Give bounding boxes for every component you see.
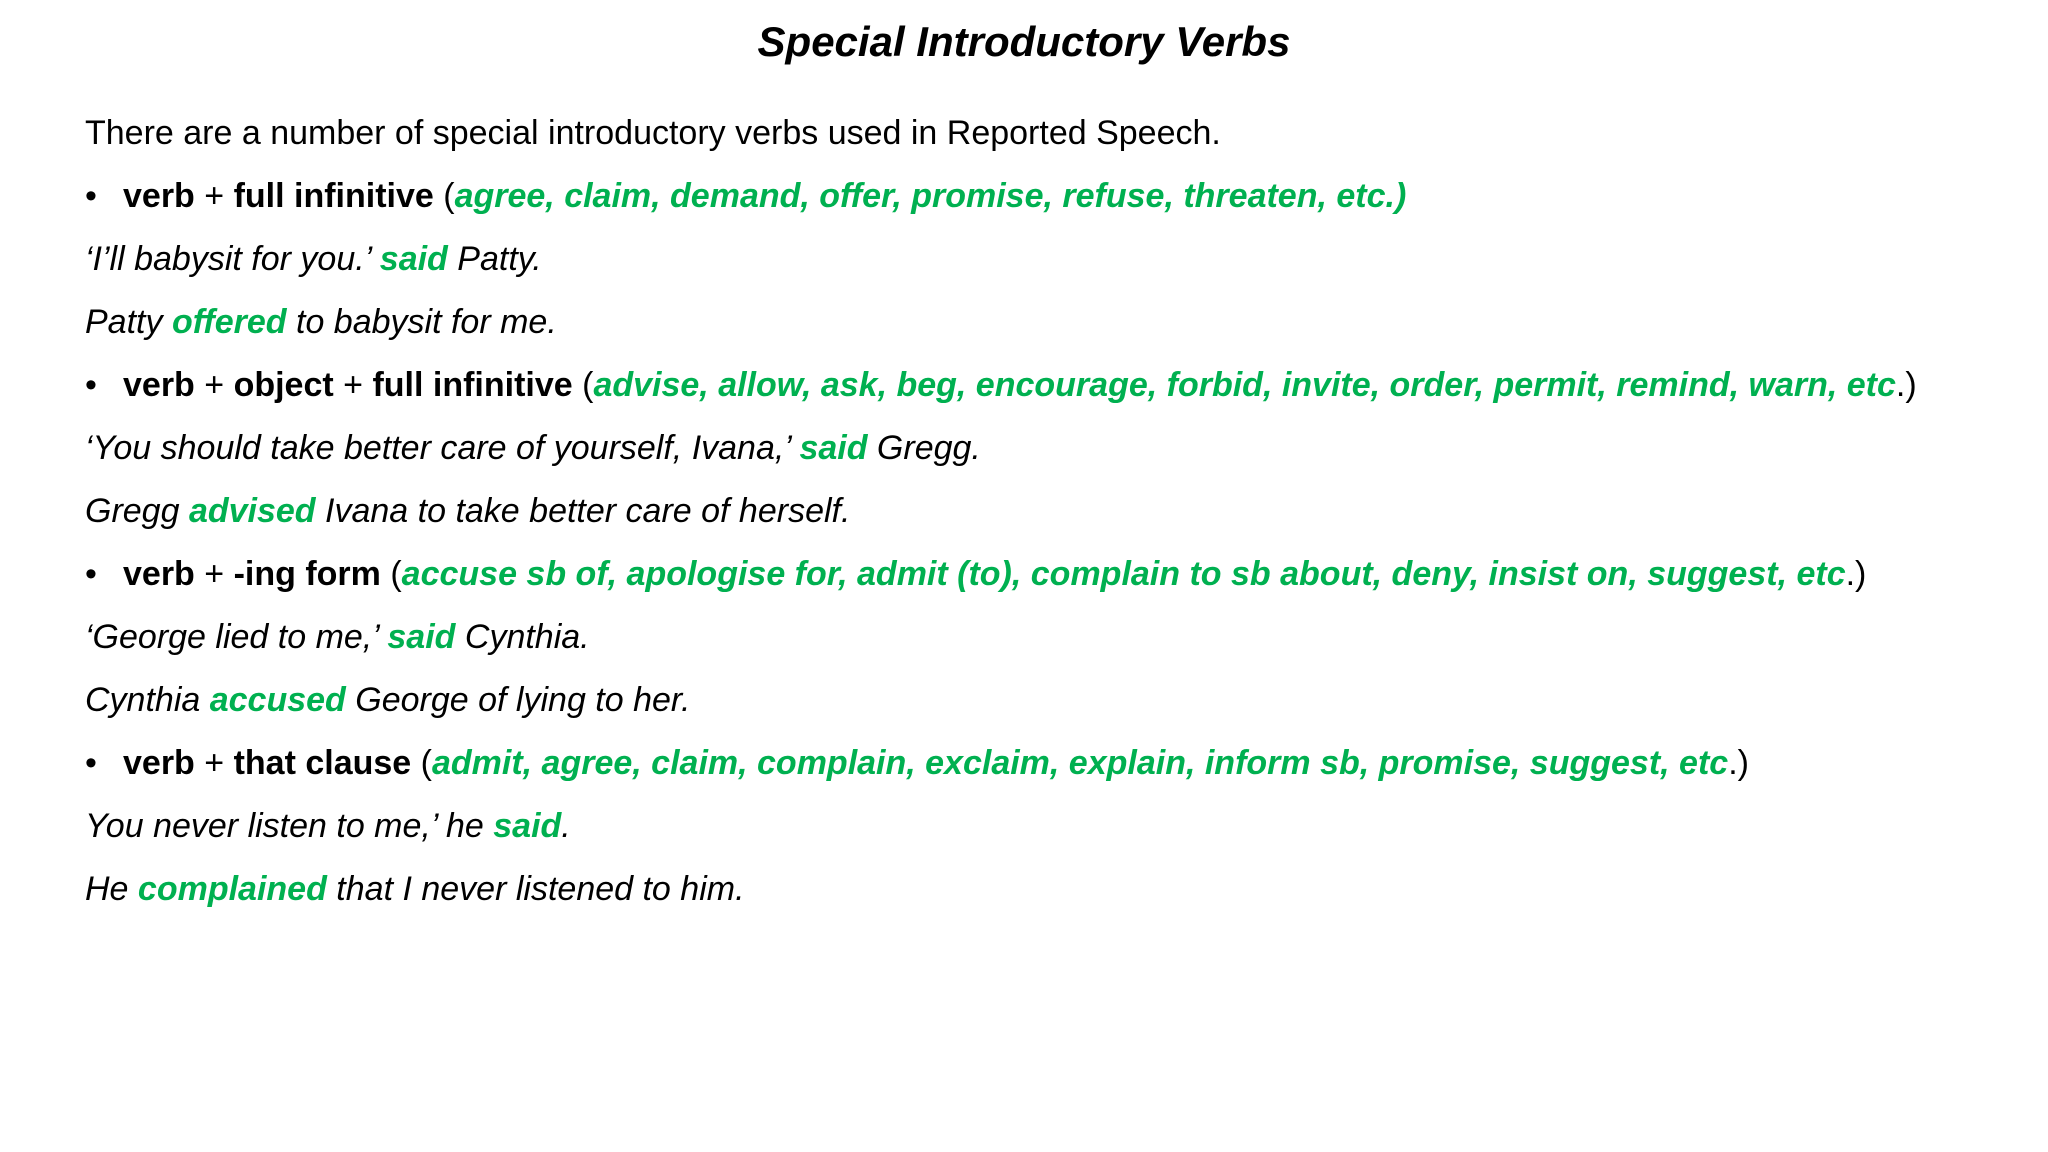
example-text: You never listen to me,’ he	[85, 807, 494, 845]
example-text: Gregg	[85, 492, 189, 530]
highlight-verb: said	[799, 429, 868, 467]
plus-sign: +	[194, 177, 234, 215]
verb-list: advise, allow, ask, beg, encourage, forbid, invite, order, permit, remind, warn, etc	[593, 366, 1896, 404]
pattern-part: that clause	[233, 744, 412, 782]
highlight-verb: offered	[171, 303, 287, 341]
example-text: Patty.	[447, 240, 542, 278]
example-text: Gregg.	[867, 429, 981, 467]
pattern-part: -ing form	[233, 555, 381, 593]
close-paren: .)	[1728, 744, 1749, 782]
example-text: .	[561, 807, 571, 845]
bullet-icon: •	[85, 177, 97, 215]
bullet-pattern-ing-form	[85, 546, 2035, 609]
example-direct	[85, 420, 2035, 483]
open-paren: (	[411, 744, 432, 782]
example-text: to babysit for me.	[286, 303, 557, 341]
bullet-icon: •	[85, 366, 97, 404]
pattern-part: verb	[123, 744, 195, 782]
plus-sign: +	[194, 366, 234, 404]
example-text: ‘I’ll babysit for you.’	[85, 240, 380, 278]
pattern-part: object	[233, 366, 334, 404]
example-text: Cynthia	[85, 681, 210, 719]
highlight-verb: advised	[188, 492, 316, 530]
example-reported	[85, 861, 2035, 924]
intro-text: There are a number of special introductory verbs used in Reported Speech.	[85, 114, 1221, 152]
example-direct	[85, 798, 2035, 861]
highlight-verb: said	[387, 618, 456, 656]
pattern-part: verb	[123, 366, 195, 404]
verb-list: agree, claim, demand, offer, promise, refuse, threaten, etc.)	[454, 177, 1407, 215]
open-paren: (	[572, 366, 594, 404]
example-reported	[85, 672, 2035, 735]
slide-title: Special Introductory Verbs	[757, 18, 1291, 65]
example-text: ‘George lied to me,’	[85, 618, 388, 656]
example-text: that I never listened to him.	[326, 870, 745, 908]
plus-sign: +	[194, 555, 234, 593]
highlight-verb: complained	[137, 870, 327, 908]
pattern-part: verb	[123, 555, 195, 593]
bullet-pattern-full-infinitive	[85, 168, 2035, 231]
plus-sign: +	[333, 366, 373, 404]
slide-body	[85, 105, 2035, 924]
open-paren: (	[380, 555, 402, 593]
bullet-pattern-object-infinitive	[85, 357, 2035, 420]
example-text: ‘You should take better care of yourself, Ivana,’	[85, 429, 800, 467]
close-paren: .)	[1895, 366, 1917, 404]
bullet-pattern-that-clause	[85, 735, 2035, 798]
example-direct	[85, 609, 2035, 672]
highlight-verb: said	[493, 807, 562, 845]
highlight-verb: accused	[209, 681, 346, 719]
close-paren: .)	[1845, 555, 1867, 593]
example-text: George of lying to her.	[345, 681, 691, 719]
open-paren: (	[433, 177, 455, 215]
bullet-icon: •	[85, 555, 97, 593]
pattern-part: full infinitive	[233, 177, 434, 215]
example-text: Ivana to take better care of herself.	[315, 492, 851, 530]
highlight-verb: said	[379, 240, 448, 278]
example-text: He	[85, 870, 138, 908]
pattern-part: full infinitive	[372, 366, 573, 404]
bullet-icon: •	[85, 744, 97, 782]
pattern-part: verb	[123, 177, 195, 215]
verb-list: accuse sb of, apologise for, admit (to), complain to sb about, deny, insist on, suggest, etc	[401, 555, 1846, 593]
example-text: Patty	[85, 303, 172, 341]
example-direct	[85, 231, 2035, 294]
example-reported	[85, 483, 2035, 546]
plus-sign: +	[194, 744, 234, 782]
example-reported	[85, 294, 2035, 357]
verb-list: admit, agree, claim, complain, exclaim, explain, inform sb, promise, suggest, etc	[431, 744, 1729, 782]
example-text: Cynthia.	[455, 618, 590, 656]
